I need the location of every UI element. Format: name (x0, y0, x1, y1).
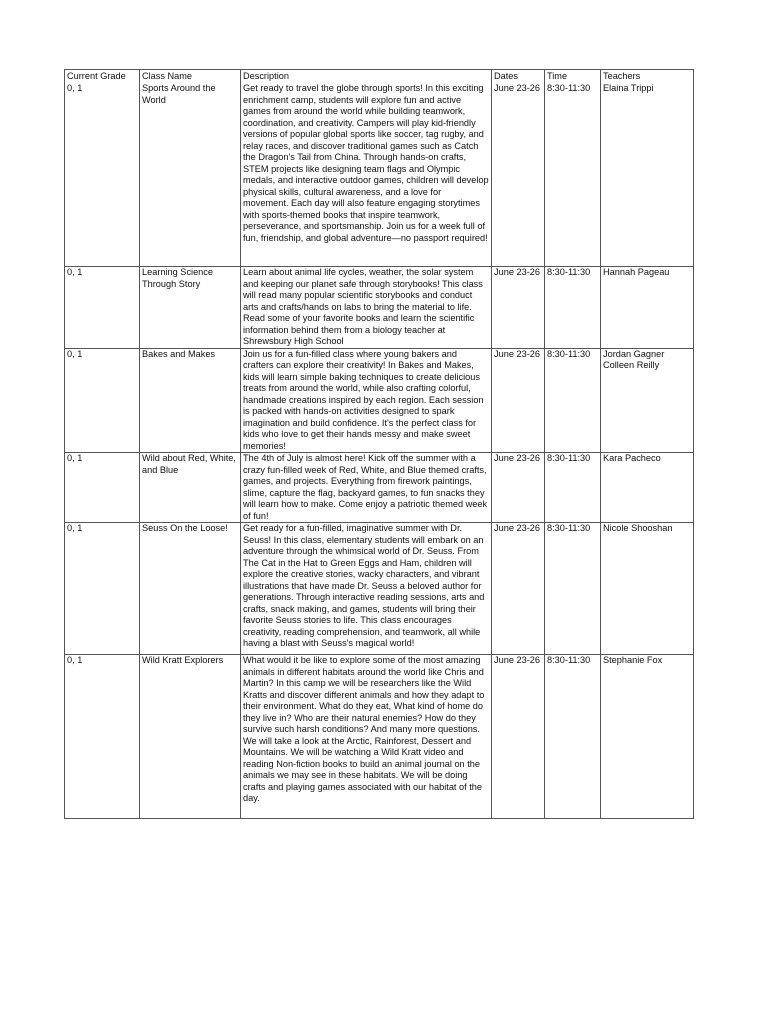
teachers-cell (601, 655, 694, 819)
grade-cell: 0, 1 (65, 267, 140, 349)
time-cell: 8:30-11:30 (545, 348, 601, 453)
dates-cell: June 23-26 (492, 453, 545, 523)
dates-cell: June 23-26 (492, 655, 545, 819)
header-grade: Current Grade (65, 70, 140, 84)
description-cell: What would it be like to explore some of the most amazing animals in different habitats around the world like Chris and Martin? In this camp we will be researchers like the Wild Kratts and discover different animals and how they adapt to their environment. What do they eat, What kind of home do they live in? Who are their natural enemies? How do they survive such harsh conditions? And many more questions. We will take a look at the Arctic, Rainforest, Dessert and Mountains. We will be watching a Wild Kratt video and reading Non-fiction books to build an animal journal on the animals we may see in these habitats. We will be doing crafts and playing games associated with our habitat of the day. (241, 655, 492, 819)
grade-cell: 0, 1 (65, 348, 140, 453)
teachers-cell (601, 523, 694, 655)
teacher-name: Kara Pacheco (603, 453, 661, 463)
description-cell: Learn about animal life cycles, weather, the solar system and keeping our planet safe through storybooks! This class will read many popular scientific storybooks and conduct arts and crafts/hands on labs to bring the material to life. Read some of your favorite books and learn the scientific information behind them from a biology teacher at Shrewsbury High School (241, 267, 492, 349)
class-schedule-table (64, 69, 694, 819)
grade-cell: 0, 1 (65, 655, 140, 819)
time-cell: 8:30-11:30 (545, 267, 601, 349)
class-name-cell: Wild Kratt Explorers (140, 655, 241, 819)
dates-cell: June 23-26 (492, 267, 545, 349)
teachers-cell (601, 267, 694, 349)
teachers-cell (601, 453, 694, 523)
header-dates: Dates (492, 70, 545, 84)
grade-cell: 0, 1 (65, 523, 140, 655)
description-cell: Get ready to travel the globe through sports! In this exciting enrichment camp, students will explore fun and active games from around the world while building teamwork, coordination, and creativity. Campers will play kid-friendly versions of popular global sports like soccer, tag rugby, and relay races, and discover traditional games such as Catch the Dragon's Tail from China. Through hands-on crafts, STEM projects like designing team flags and Olympic medals, and interactive outdoor games, children will develop physical skills, cultural awareness, and a love for movement. Each day will also feature engaging storytimes with sports-themed books that inspire teamwork, perseverance, and sportsmanship. Join us for a week full of fun, friendship, and global adventure—no passport required! (241, 83, 492, 267)
time-cell: 8:30-11:30 (545, 655, 601, 819)
teacher-name: Hannah Pageau (603, 267, 670, 277)
class-name-cell: Seuss On the Loose! (140, 523, 241, 655)
table-row (65, 655, 694, 819)
time-cell: 8:30-11:30 (545, 83, 601, 267)
header-row (65, 70, 694, 84)
teacher-name: Colleen Reilly (603, 360, 660, 370)
class-name-cell: Sports Around the World (140, 83, 241, 267)
table-row (65, 267, 694, 349)
description-cell: Get ready for a fun-filled, imaginative summer with Dr. Seuss! In this class, elementary students will embark on an adventure through the whimsical world of Dr. Seuss. From The Cat in the Hat to Green Eggs and Ham, children will explore the creative stories, wacky characters, and vibrant illustrations that have made Dr. Seuss a beloved author for generations. Through interactive reading sessions, arts and crafts, snack making, and games, students will bring their favorite Seuss stories to life. This class encourages creativity, reading comprehension, and teamwork, all while having a blast with Seuss's magical world! (241, 523, 492, 655)
table-row (65, 83, 694, 267)
description-cell: Join us for a fun-filled class where young bakers and crafters can explore their creativity! In Bakes and Makes, kids will learn simple baking techniques to create delicious treats from around the world, while also crafting colorful, handmade creations inspired by each region. Each session is packed with hands-on activities designed to spark imagination and build confidence. It's the perfect class for kids who love to get their hands messy and make sweet memories! (241, 348, 492, 453)
teachers-cell (601, 83, 694, 267)
teacher-name: Stephanie Fox (603, 655, 663, 665)
teachers-cell (601, 348, 694, 453)
teacher-name: Nicole Shooshan (603, 523, 673, 533)
dates-cell: June 23-26 (492, 348, 545, 453)
teacher-name: Elaina Trippi (603, 83, 654, 93)
time-cell: 8:30-11:30 (545, 453, 601, 523)
header-time: Time (545, 70, 601, 84)
description-cell: The 4th of July is almost here! Kick off the summer with a crazy fun-filled week of Red, White, and Blue themed crafts, games, and projects. Everything from firework paintings, slime, capture the flag, backyard games, to fun snacks they will learn how to make. Come enjoy a patriotic themed week of fun! (241, 453, 492, 523)
dates-cell: June 23-26 (492, 83, 545, 267)
teacher-name: Jordan Gagner (603, 348, 665, 359)
class-name-cell: Wild about Red, White, and Blue (140, 453, 241, 523)
table-row (65, 453, 694, 523)
header-teachers: Teachers (601, 70, 694, 84)
dates-cell: June 23-26 (492, 523, 545, 655)
class-name-cell: Bakes and Makes (140, 348, 241, 453)
table-row (65, 348, 694, 453)
grade-cell: 0, 1 (65, 83, 140, 267)
header-class-name: Class Name (140, 70, 241, 84)
table-row (65, 523, 694, 655)
time-cell: 8:30-11:30 (545, 523, 601, 655)
header-description: Description (241, 70, 492, 84)
grade-cell: 0, 1 (65, 453, 140, 523)
class-name-cell: Learning Science Through Story (140, 267, 241, 349)
